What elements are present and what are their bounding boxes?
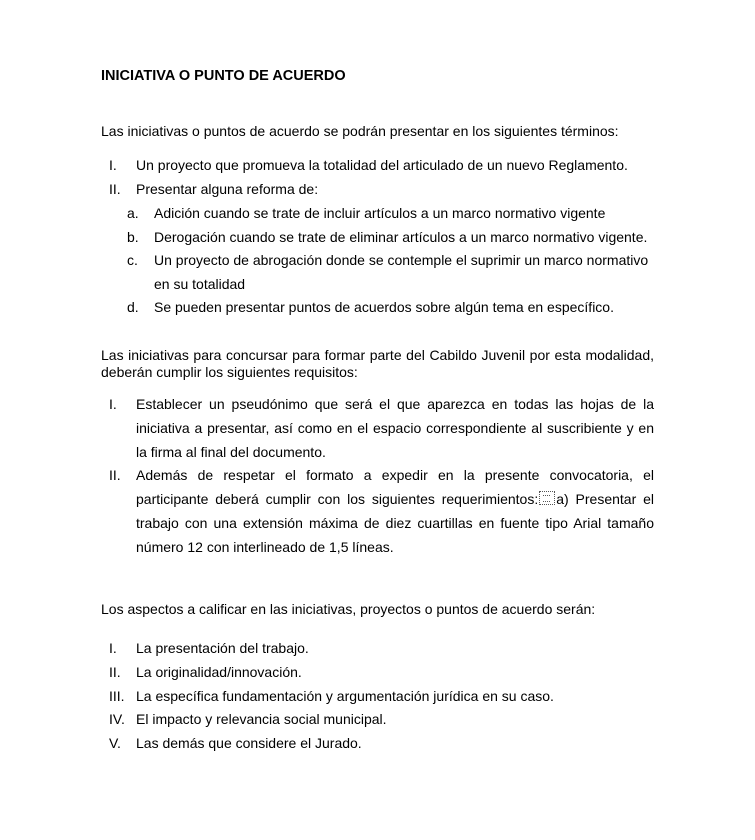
sub-list-item-letter: c. [127,252,138,268]
list-item-number: V. [109,735,121,751]
requirement-text [136,463,654,559]
requirement-text-part: a) Presentar el trabajo con una extensión máxima de diez cuartillas en fuente tipo Arial tamaño número 12 con interlineado de 1,5 líneas. [136,491,654,555]
list-item-number: I. [109,157,117,173]
list-item-text: Presentar alguna reforma de: [136,181,319,197]
sub-list-item-letter: d. [127,299,139,315]
criteria-intro-paragraph: Los aspectos a calificar en las iniciativas, proyectos o puntos de acuerdo serán: [101,601,596,617]
sub-list-item-text: Adición cuando se trate de incluir artículos a un marco normativo vigente [154,205,606,221]
requirements-intro-paragraph: Las iniciativas para concursar para formar parte del Cabildo Juvenil por esta modalidad, deberán cumplir los siguientes requisitos: [101,347,654,380]
list-item-number: IV. [109,711,125,727]
list-item-text: La presentación del trabajo. [136,640,309,656]
list-item-number: II. [109,181,121,197]
requirement-number: I. [109,396,117,412]
sub-list-item-letter: a. [127,205,139,221]
sub-list-item-text: Derogación cuando se trate de eliminar artículos a un marco normativo vigente. [154,229,648,245]
list-item-text: Un proyecto que promueva la totalidad del articulado de un nuevo Reglamento. [136,157,628,173]
missing-glyph-icon [539,491,555,505]
requirement-text-part: Además de respetar el formato a expedir en la presente convocatoria, el participante deberá cumplir con los siguientes requerimientos: [136,467,654,507]
list-item-text: La originalidad/innovación. [136,664,302,680]
list-item-number: I. [109,640,117,656]
terms-intro-paragraph: Las iniciativas o puntos de acuerdo se podrán presentar en los siguientes términos: [101,123,619,139]
sub-list-item-text: Un proyecto de abrogación donde se contemple el suprimir un marco normativo [154,252,649,268]
requirement-text: Establecer un pseudónimo que será el que aparezca en todas las hojas de la iniciativa a presentar, así como en el espacio correspondiente al suscribiente y en la firma al final del documento. [136,396,654,460]
sub-list-item-text: en su totalidad [154,276,246,292]
list-item-text: Las demás que considere el Jurado. [136,735,362,751]
list-item-number: II. [109,664,121,680]
sub-list-item-text: Se pueden presentar puntos de acuerdos sobre algún tema en específico. [154,299,614,315]
sub-list-item-letter: b. [127,229,139,245]
list-item-number: III. [109,688,125,704]
document-title: INICIATIVA O PUNTO DE ACUERDO [101,68,346,84]
list-item-text: El impacto y relevancia social municipal. [136,711,387,727]
requirement-number: II. [109,467,121,483]
list-item-text: La específica fundamentación y argumentación jurídica en su caso. [136,688,554,704]
